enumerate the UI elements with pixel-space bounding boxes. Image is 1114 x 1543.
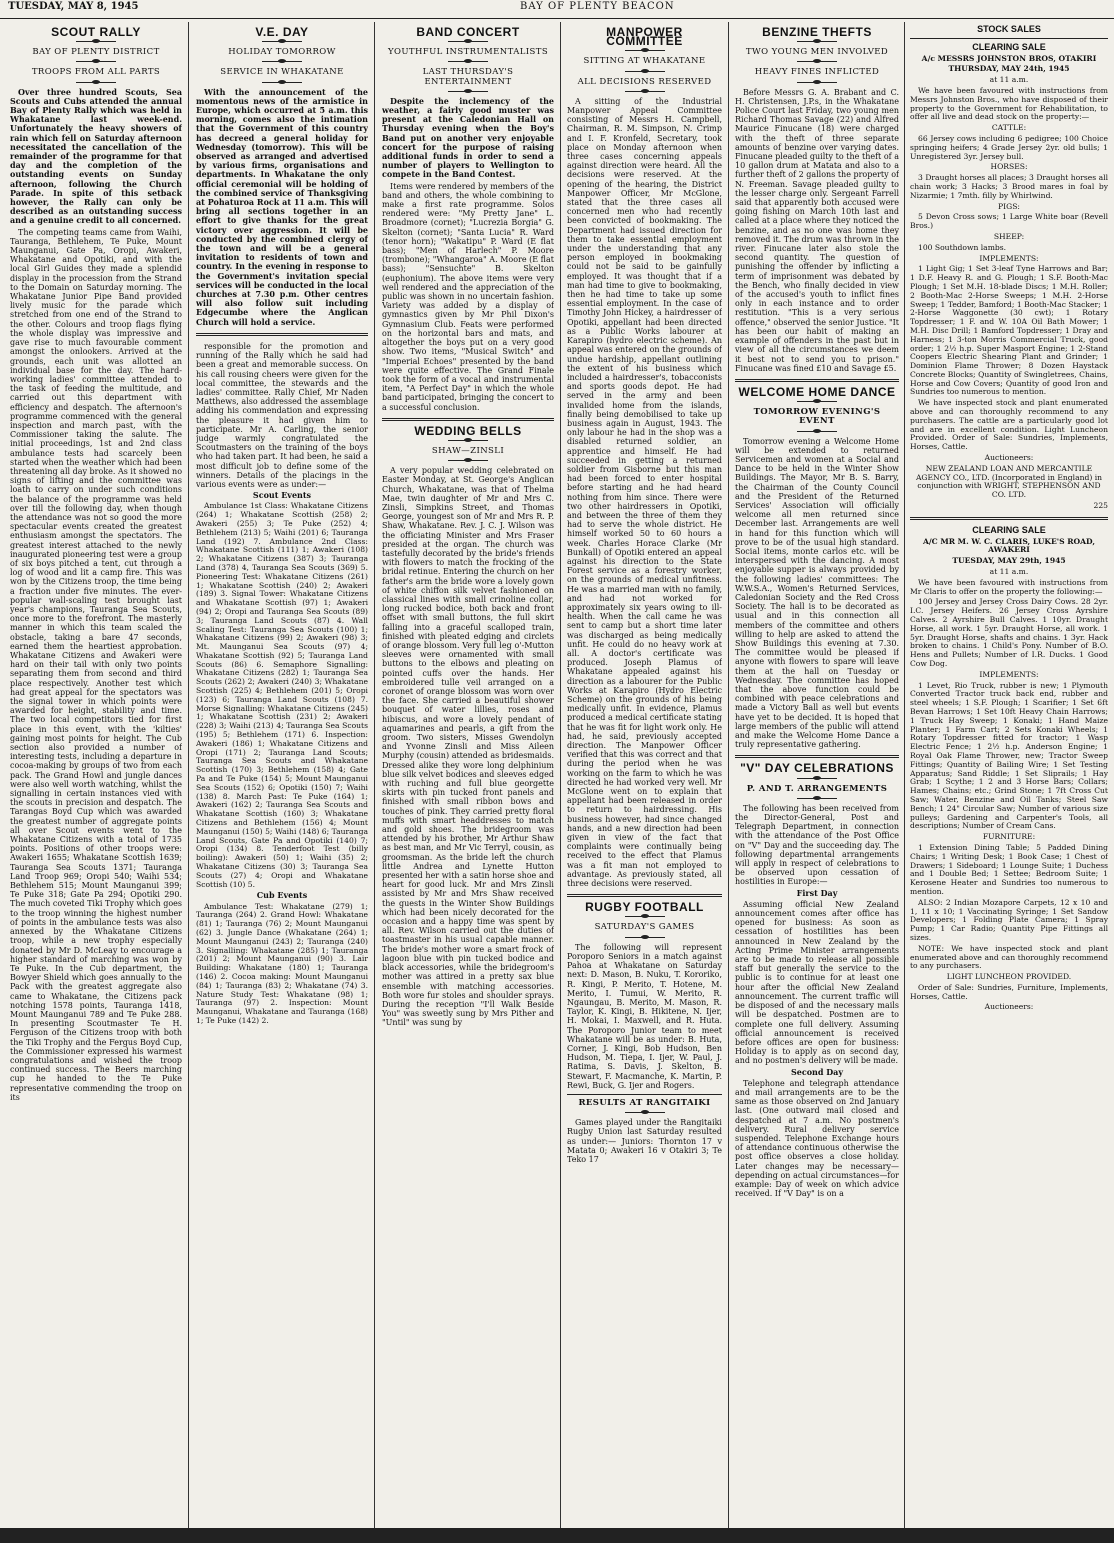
results-list: Ambulance 1st Class: Whakatane Citizens (264) 1; Whakatane Scottish (258) 2; Awakeri (255) 3; Te Puke (252) 4; Bethlehem (213) 5; Waihi (201) 6; Tauranga Land (192) 7. Ambulance 2nd Class: Whakatane Scottish (111) 1; Awakeri (108) 2; Whakatane Citizens (387) 3; Tauranga Land (378) 4, Tauranga Sea Scouts (369) 5. Pioneering Test: Whakatane Citizens (261) 1; Whakatane Scottish (240) 2; Awakeri (189) 3. Signal Tower: Whakatane Citizens and Whakatane Scottish (97) 1; Awakeri (94) 2; Oropi and Tauranga Sea Scouts (89) 3; Tauranga Land Scouts (87) 4. Wall Scaling Test: Tauranga Sea Scouts (100) 1; Whakatane Citizens (99) 2; Awakeri (98) 3; Mt. Maunganui Sea Scouts (97) 4; Whakatane Scottish (92) 5; Tauranga Land Scouts (86) 6. Semaphore Signalling: Whakatane Citizens (282) 1; Tauranga Sea Scouts (262) 2; Awakeri (240) 3; Whakatane Scottish (225) 4; Bethlehem (201) 5; Oropi (123) 6; Tauranga Land Scouts (108) 7. Morse Signalling: Whakatane Citizens (245) 1; Whakatane Scottish (231) 2; Awakeri (228) 3; Waihi (213) 4; Tauranga Sea Scouts (195) 5; Bethlehem (171) 6. Inspection: Awakeri (186) 1; Whakatane Citizens and Oropi (171) 2; Tauranga Land Scouts; Tauranga Sea Scouts and Whakatane Scottish (170) 3; Bethlehem (158) 4; Gate Pa and Te Puke (154) 5; Mount Maunganui Sea Scouts (152) 6; Opotiki (150) 7; Waihi (138) 8. March Past: Te Puke (164) 1; Awakeri (162) 2; Tauranga Sea Scouts and Whakatane Scottish (160) 3; Whakatane Citizens and Bethlehem (156) 4; Mount Maunganui (150) 5; Waihi (148) 6; Tauranga Land Scouts, Gate Pa and Opotiki (140) 7; Oropi (134) 8. Tenderfoot Test (billy boiling): Awakeri (50) 1; Waihi (35) 2; Whakatane Citizens (30) 3; Tauranga Sea Scouts (27) 4; Oropi and Whakatane Scottish (10) 5. xyxy=(196,501,368,889)
ornament xyxy=(625,1112,665,1115)
headline: WELCOME HOME DANCE xyxy=(738,384,896,399)
item-list: 66 Jersey cows including 6 pedigree; 100 Choice springing heifers; 4 Grade Jersey 2yr. old bulls; 1 Unregistered 3yr. Jersey bull. xyxy=(910,133,1108,161)
column-rule xyxy=(188,22,189,1537)
subheading: SITTING AT WHAKATANE xyxy=(583,56,706,67)
category-label: SHEEP: xyxy=(993,231,1025,241)
ornament xyxy=(797,431,837,434)
luncheon-note: LIGHT LUNCHEON PROVIDED. xyxy=(946,972,1072,982)
article-body: Tomorrow evening a Welcome Home will be extended to returned Servicemen and women at a Social and Dance to be held in the Winter Show Buildings. The Mayor, Mr B. S. Barry, the Chairman of the County Council and the President of the Returned Services' Association will officially welcome all men returned since December last. Arrangements are well in hand for this function which will prove to be of the usual high standard. Social items, monte carlos etc. will be interspersed with the dancing. A most enjoyable supper is always provided by the following ladies' committees: The W.W.S.A., Women's Returned Services, Caledonian Society and the Red Cross Society. The hall is to be decorated as usual and in this connection all members of the committee and others willing to help are asked to attend the Show Buildings this evening at 7.30. The committee would be pleased if anyone with flowers to spare will leave them at the hall on Tuesday or Wednesday. The committee has hoped that the above function could be combined with peace celebrations and made a Victory Ball as well but events have yet to be decided. It is hoped that large members of the public will attend and make the Welcome Home Dance a truly representative gathering. xyxy=(735,436,899,750)
section-label: First Day xyxy=(796,887,838,898)
divider xyxy=(735,379,899,382)
sale-date: THURSDAY, MAY 24th, 1945 xyxy=(948,64,1070,74)
ornament xyxy=(262,61,302,64)
divider xyxy=(567,894,722,897)
sale-order: Order of Sale: Sundries, Furniture, Implements, Horses, Cattle. xyxy=(910,982,1108,1001)
ornament xyxy=(448,440,488,443)
ornament xyxy=(76,41,116,44)
masthead xyxy=(0,0,1114,19)
item-list: 1 Light Gig; 1 Set 3-leaf Tyne Harrows and Bar; 1 D.F. Heavy R. and G. Plough; 1 S.F. Booth-Mac Plough; 1 Set M.H. 18-blade Discs; 1 M.H. Roller; 2 Booth-Mac 2-Horse Sweeps; 1 M.H. 2-Horse Sweep; 1 Tedder, Bamford; 1 Booth-Mac Stacker; 1 2-Horse Waggonette (30 cwt); 1 Rotary Topdresser; 1 F. and W. 10A Oil Bath Mower; 1 M.H. Disc Drill; 1 Bamford Topdresser; 1 Dray and Harness; 1 3-ton Morris Commercial Truck, good order; 1 2½ h.p. Super Masport Engine; 1 2-Stand Coopers Electric Shearing Plant and Grinder; 1 Dominion Flame Thrower; 8 Dozen Haystack Concrete Blocks; Quantity of Swingletrees, Chains, Horse and Cow Covers; Quantity of good Iron and Sundries too numerous to mention. xyxy=(910,264,1108,397)
article-body: The following will represent Poroporo Seniors in a match against Pahoa at Whakatane on Saturday next: D. Mason, B. Nuku, T. Kororiko, R. Kingi, P. Merito, T. Hotene, M. Merito, I. Tumui, W. Merito, R. Ngaungau, B. Merito, M. Mason, R. Taylor, K. Kingi, B. Hikitene, N. Ijer, H. Mokai, I. Maxwell, and R. Huta. The Poroporo Junior team to meet Whakatane will be as under: B. Huta, Corner, J. Kingi, Bob Hudson, Ben Hudson, M. Tiepa, I. Ijer, W. Paul, J. Ratima, S. Davis, J. Skelton, B. Stewart, F. Macmanche, K. Martin, P. Rewi, Buck, G. Ijer and Rogers. xyxy=(567,942,722,1090)
headline: MANPOWER COMMITTEE xyxy=(606,25,683,49)
headline: BAND CONCERT xyxy=(416,25,520,39)
headline: V.E. DAY xyxy=(255,25,309,39)
item-list: 1 Levet, Rio Truck, rubber is new; 1 Plymouth Converted Tractor truck back end, rubber and steel wheels; 1 S.F. Plough; 1 Scarifier; 1 Set 6ft Bevan Harrows; 1 Set 10ft Heavy Chain Harrows; 1 Truck Hay Sweep; 1 Konaki; 1 Hand Maize Planter; 1 Farm Cart; 2 Sets Konaki Wheels; 1 Rotary Topdresser fitted for tractor; 1 Wasp Electric Fence; 1 2½ h.p. Anderson Engine; 1 Royal Oak Flame Thrower, new; Tractor Sweep Fittings; Quantity of Bailing Wire; 1 Set Testing Apparatus; Sand Riddle; 1 Set Sliprails; 1 Hay Grab; 1 Scythe; 1 2 and 3 Horse Bars; Collars; Hames; Chains; etc.; Grind Stone; 1 7ft Cross Cut Saw; Water, Benzine and Oil Tanks; Steel Saw Bench; 1 24" Circular Saw; Number of various size pulleys; Gardening and Carpenter's Tools, all descriptions; Number of Cream Cans. xyxy=(910,680,1108,831)
sale-title: CLEARING SALE xyxy=(972,524,1046,535)
section-header: STOCK SALES xyxy=(977,24,1041,34)
subheading: BAY OF PLENTY DISTRICT xyxy=(32,47,160,58)
ornament xyxy=(448,460,488,463)
sale-account: A/c MESSRS JOHNSTON BROS, OTAKIRI xyxy=(921,53,1097,63)
ornament xyxy=(797,61,837,64)
auctioneer-name: NEW ZEALAND LOAN AND MERCANTILE AGENCY CO., LTD. (Incorporated in England) in conjunction with WRIGHT, STEPHENSON AND CO. LTD. xyxy=(915,463,1103,500)
ornament xyxy=(625,91,665,94)
subheading: HOLIDAY TOMORROW xyxy=(228,47,336,58)
subheading: TROOPS FROM ALL PARTS xyxy=(31,67,161,78)
item-list: 5 Devon Cross sows; 1 Large White boar (Revell Bros.) xyxy=(910,212,1108,231)
ornament xyxy=(625,916,665,919)
section-label: Second Day xyxy=(790,1066,844,1077)
sale-account: A/C MR M. W. C. CLARIS, LUKE'S ROAD, AWAKERI xyxy=(922,536,1096,555)
ornament xyxy=(797,778,837,781)
headline: BENZINE THEFTS xyxy=(762,25,872,39)
article-body: A very popular wedding celebrated on Easter Monday, at St. George's Anglican Church, Whakatane, was that of Thelma Mae, twin daughter of Mr and Mrs C. Zinsli, Simpkins Street, and Thomas George, youngest son of Mr and Mrs R. P. Shaw, Whakatane. Rev. J. C. J. Wilson was the officiating Minister and Mrs Fraser presided at the organ. The church was tastefully decorated by the bride's friends with flowers to match the frocking of the bridal retinue. Entering the church on her father's arm the bride wore a lovely gown of white chiffon silk velvet fashioned on classical lines with small crinoline collar, long rucked bodice, both back and front offset with small buttons, the full skirt falling into a graceful scalloped train, finished with pleated edging and circlets of orange blossom. Very full leg o'-Mutton sleeves were ornamented with small buttons to the elbows and pleating on pointed cuffs over the hands. Her embroidered tulle veil arranged on a coronet of orange blossom was worn over the face. She carried a beautiful shower bouquet of water lillies, roses and hibiscus, and wore a lovely pendant of aquamarines and pearls, a gift from the groom. Two sisters, Misses Gwendolyn and Yvonne Zinsli and Miss Aileen Murphy (cousin) attended as bridesmaids. Dressed alike they wore long delphinium blue silk velvet bodices and sleeves edged with ruching and full blue georgette skirts with pin tucked front panels and finished with small ribbon bows and touches of pink. They carried pretty floral muffs with smart headdresses to match and gold shoes. The bridegroom was attended by his brother, Mr Arthur Shaw as best man, and Mr Vic Terryl, cousin, as groomsman. As the bride left the church little Andrea and Lynette Hutton presented her with a satin horse shoe and heart for good luck. Mr and Mrs Zinsli assisted by Mr and Mrs Shaw received the guests in the Winter Show Buildings which had been nicely decorated for the occasion and a happy time was spent by all. Rev. Wilson carried out the duties of toastmaster in his usual capable manner. The bride's mother wore a smart frock of lagoon blue with pin tucked bodice and black accessories, while the bridegroom's mother was attired in a pretty sax blue ensemble with matching accessories. Both wore fur stoles and shoulder sprays. During the reception "I'll Walk Beside You" was sweetly sung by Mrs Pither and "Until" was sung by xyxy=(382,466,554,1028)
headline: WEDDING BELLS xyxy=(414,423,522,438)
column-benzine xyxy=(735,22,899,1537)
ornament xyxy=(448,91,488,94)
category-label: IMPLEMENTS: xyxy=(979,253,1039,263)
subheading: HEAVY FINES INFLICTED xyxy=(754,67,880,78)
column-stock-sales xyxy=(910,22,1108,1537)
auctioneer-label: Auctioneers: xyxy=(984,453,1034,463)
results-list: Ambulance Test: Whakatane (279) 1; Tauranga (264) 2. Grand Howl: Whakatane (81) 1; Tauranga (76) 2; Mount Maunganui (62) 3. Jungle Dance (Whakatane (264) 1; Mount Maunganui (243) 2; Tauranga (240) 3. Signalling: Whakatane (285) 1; Tauranga (201) 2; Mount Maunganui (90) 3. Lair Building: Whakatane (180) 1; Tauranga (146) 2. Cocoa making: Mount Maunganui (84) 1; Tauranga (83) 2; Whakatane (74) 3. Nature Study Test: Whakatane (98) 1; Tauranga (97) 2. Inspection: Mount Maunganui, Whakatane and Tauranga (168) 1; Te Puke (142) 2. xyxy=(196,901,368,1025)
column-rule xyxy=(904,22,905,1537)
divider xyxy=(735,755,899,758)
auctioneer-label: Auctioneers: xyxy=(984,1002,1034,1012)
section-label: Cub Events xyxy=(256,890,308,901)
ornament xyxy=(797,401,837,404)
subheading: ALL DECISIONS RESERVED xyxy=(577,76,712,87)
category-label: PIGS: xyxy=(998,201,1020,211)
article-body: Assuming official New Zealand announcement comes after office has opened for business: As soon as cessation of hostilities has been announced in New Zealand by the Acting Prime Minister arrangements are to be made to release all possible staff but generally the service to the public is to continue for at least one hour after the official New Zealand announcement. The current traffic will be disposed of and the necessary mails will be despatched. Postmen are to complete one full delivery. Assuming official announcement is received before offices are open for business: Holiday is to apply as on second day, and no postmen's delivery will be made. xyxy=(735,899,899,1066)
item-list: 100 Southdown lambs. xyxy=(918,242,1007,252)
issue-date: TUESDAY, MAY 8, 1945 xyxy=(8,1,139,12)
category-label: FURNITURE: xyxy=(982,832,1036,842)
subheading: SHAW—ZINSLI xyxy=(431,445,505,456)
divider xyxy=(910,517,1108,520)
ornament xyxy=(625,50,665,53)
category-label: IMPLEMENTS: xyxy=(979,669,1039,679)
divider xyxy=(910,38,1108,39)
subheading: YOUTHFUL INSTRUMENTALISTS xyxy=(387,47,549,58)
item-list: 3 Draught horses all places; 3 Draught horses all chain work; 3 Hacks; 3 Brood mares in foal by Nizarmie; 1 7mth. filly by Whirlwind. xyxy=(910,173,1108,200)
subheading: LAST THURSDAY'S ENTERTAINMENT xyxy=(422,67,514,87)
ornament xyxy=(797,82,837,85)
ornament xyxy=(262,41,302,44)
lead-paragraph: With the announcement of the momentous news of the armistice in Europe, which occurred at 5 a.m. this morning, comes also the intimation that the Government of this country has decreed a general holiday for Wednesday (tomorrow). This will be observed as arranged and advertised by various firms, organisations and departments. In Whakatane the only official ceremonial will be holding of the combined service of Thanksgiving at Pohaturoa Rock at 11 a.m. This will bring all sections together in an effort to give thanks for the great victory over aggression. It will be conducted by the combined clergy of the town and will be a general invitation to residents of town and country. In the evening in response to the Government's invitation special services will be conducted in the local churches at 7.30 p.m. Other centres will also follow suit including Edgecumbe where the Anglican Church will hold a service. xyxy=(196,86,368,327)
divider xyxy=(567,1094,722,1095)
column-rule xyxy=(374,22,375,1537)
article-body: Telephone and telegraph attendance and mail arrangements are to be the same as those observed on 2nd January last. (One outward mail closed and despatched at 7 a.m. No postmen's delivery. Rural delivery service suspended. Telephone Exchange hours of attendance continuous otherwise the post office observes a close holiday. Later changes may be necessary—depending on actual circumstances—for example: Day of week on which advice received. If "V Day" is on a xyxy=(735,1078,899,1199)
ornament xyxy=(76,82,116,85)
category-label: HORSES: xyxy=(990,162,1028,172)
item-list: 100 Jersey and Jersey Cross Dairy Cows. 28 2yr. I.C. Jersey Heifers. 26 Jersey Cross Ayrshire Calves. 2 Ayrshire Bull Calves. 1 10yr. Draught Horse, all work. 1 5yr. Draught Horse, all work. 1 5yr. Draught Horse, shafts and chains. 1 3yr. Hack broken to chains. 1 Child's Pony. Number of B.O. Hens and Pullets; Number of I.R. Ducks. 1 Good Cow Dog. xyxy=(910,597,1108,668)
divider xyxy=(196,333,368,336)
category-label: CATTLE: xyxy=(991,123,1027,133)
article-body: A sitting of the Industrial Manpower Appeal Committee consisting of Messrs H. Campbell, Chairman, R. M. Simpson, N. Crimp and I. F. Kronfeld, Secretary, took place on Monday afternoon when three cases concerning appeals against direction were heard. All the decisions were reserved. At the opening of the hearing, the District Manpower Officer, Mr McGlone, stated that the three cases all concerned men who had recently been convicted of bookmaking. The Department had issued direction for them to take essential employment under the understanding that any person employed in bookmaking could not be said to be gainfully employed. It was thought that if a man had time to give to bookmaking, then he had time to take up some essential employment. In the case of Timothy John Hickey, a hairdresser of Opotiki, appellant had been directed as a Public Works labourer at Karapiro (hydro electric scheme). An appeal was entered on the grounds of undue hardship, appellant outlining the extent of his business which included a hairdresser's, tobacconists and sports goods depot. He had served in the army and been invalided home from the islands, finally being demobilised to take up business again in August, 1943. The only labour he had in the shop was a disabled returned soldier, an apprentice and himself. He had succeeded in getting a returned soldier from Gisborne but this man had been forced to enter hospital before starting and he had heard nothing from him since. There were two other hairdressers in Opotiki, and between the three of them they had to serve the whole district. He himself worked 50 to 60 hours a week. Charles Horace Clarke (Mr Bunkall) of Opotiki entered an appeal against his direction to the State Forest service as a forestry worker, on the grounds of medical unfitness. He was a married man with no family, and had not worked for approximately six years owing to ill-health. When the call came he was sent to camp but a short time later was discharged as being medically unfit. He could do no heavy work at all. A doctor's certificate was produced. Joseph Plamus of Whakatane appealed against his direction as a labourer for the Public Works at Karapiro (Hydro Electric Scheme) on the grounds of his being medically unfit. In evidence, Plamus produced a medical certificate stating that he was fit for light work only. He had, he said, previously accepted direction. The Manpower Officer verified that this was correct and that during the period when he was working on the farm to which he was directed he had worked very well. Mr McGlone went on to explain that appellant had been released in order to return to hairdressing. His business however, had since changed hands, and a new direction had been given in view of the fact that complaints were continually being received to the effect that Plamus was a fit man not employed to advantage. As previously stated, all three decisions were reserved. xyxy=(567,96,722,889)
lead-paragraph: Over three hundred Scouts, Sea Scouts and Cubs attended the annual Bay of Plenty Rally which was held in Whakatane last week-end. Unfortunately the heavy showers of rain which fell on Saturday afternoon necessitated the cancellation of the remainder of the programme for that day and the completion of the outstanding events on Sunday afternoon, following the Church Parade. In spite of this setback however, the Rally can only be described as an outstanding success and a genuine credit to all concerned. xyxy=(10,86,182,226)
headline: "V" DAY CELEBRATIONS xyxy=(740,761,894,776)
subheading: TOMORROW EVENING'S EVENT xyxy=(753,407,881,427)
divider xyxy=(382,418,554,421)
article-body: responsible for the promotion and running of the Rally which he said had been a great and memorable success. On his call rousing cheers were given for the local committee, the stewards and the ladies' committee. Rally Chief, Mr Naden Matthews, also addressed the assemblage adding his commendation and expressing the pleasure it had given him to participate. Mr A. Carling, the senior judge warmly congratulated the Scoutmasters on the training of the boys who had taken part. It had been, he said a most difficult job to define some of the winners. Details of the placings in the various events were as under:— xyxy=(196,341,368,489)
sale-title: CLEARING SALE xyxy=(972,41,1046,52)
ornament xyxy=(797,41,837,44)
scan-edge xyxy=(0,1528,1114,1543)
subheading: SERVICE IN WHAKATANE xyxy=(220,67,344,78)
ornament xyxy=(448,41,488,44)
sale-note: NOTE: We have inspected stock and plant enumerated above and can thoroughly recommend to any purchasers. xyxy=(910,943,1108,971)
article-body: Before Messrs G. A. Brabant and C. H. Christensen, J.P.s, in the Whakatane Police Court last Friday, two young men Richard Thomas Savage (22) and Alfred Maurice Finucane (18) were charged with the theft of three separate amounts of benzine over varying dates. Finucane pleaded guilty to the theft of a 10 gallon drum at Matata and also to a further theft of 2 gallons the property of N. Freeman. Savage pleaded guilty to the lesser charge only. Sergeant Farrell said that apparently both accused were going fishing on March 10th last and called at a place where they noticed the benzine, and as no one was home they removed it. The drum was thrown in the river. Finucane later also stole the second quantity. The question of punishing the offender by inflicting a term of imprisonment was debated by the Bench, who finally decided in view of the accused's youth to inflict fines only in each instance and to order restitution. "This is a very serious offence," observed the senior Justice. "It has been our habit of making an example of offenders in the past but in view of all the circumstances we deem it best not to send you to prison." Finucane was fined £10 and Savage £5. xyxy=(735,87,899,373)
ornament xyxy=(797,798,837,801)
ornament xyxy=(76,61,116,64)
column-rule xyxy=(560,22,561,1537)
headline: SCOUT RALLY xyxy=(51,25,141,39)
item-list: 1 Extension Dining Table; 5 Padded Dining Chairs; 1 Writing Desk; 1 Book Case; 1 Chest of Drawers; 1 Sideboard; 1 Lounge Suite; 1 Duchess and 1 Double Bed; 1 Settee; Bedroom Suite; 1 Kerosene Heater and Sundries too numerous to mention. xyxy=(910,842,1108,896)
article-body: Items were rendered by members of the band and others, the whole combining to make a first rate programme. Solos rendered were: "My Pretty Jane" L. Broadmore (cornet); "Lucrezia Borgia" G. Skelton (cornet); "Santa Lucia" R. Ward (tenor horn); "Wakatipu" P. Ward (E flat bass); "Men of Harlech" P. Moore (trombone); "Whangaroa" A. Moore (E flat bass); "Sensuchte" B. Skelton (euphonium). The above items were very well rendered and the appreciation of the public was shown in no uncertain fashion. Variety was added by a display of gymnastics given by Mr Phil Dixon's Gymnasium Club. Feats were performed on the horizontal bars and mats, and altogether the boys put on a very good show. Two items, "Musical Switch" and "Imperial Echoes" presented by the band were quite effective. The Grand Finale took the form of a vocal and instrumental item, "A Perfect Day" in which the whole band participated, bringing the concert to a successful conclusion. xyxy=(382,181,554,412)
column-band-concert xyxy=(382,22,554,1537)
sale-intro: We have been favoured with instructions from Messrs Johnston Bros., who have disposed of their property to the Government for Rehabilitation, to offer all live and dead stock on the property:— xyxy=(910,85,1108,122)
ornament xyxy=(262,82,302,85)
sale-date: TUESDAY, MAY 29th, 1945 xyxy=(952,556,1066,566)
article-body: Games played under the Rangitaiki Rugby Union last Saturday resulted as under:— Juniors: Thornton 17 v Matata 0; Awakeri 16 v Otakiri 3; Te Teko 17 xyxy=(567,1118,722,1164)
subheading: P. AND T. ARRANGEMENTS xyxy=(746,783,888,794)
item-list: ALSO: 2 Indian Mozapore Carpets, 12 x 10 and 1, 11 x 10; 1 Vaccinating Syringe; 1 Set Sandow Developers; 1 Folding Plate Camera; 1 Spray Pump; 1 Car Radio; Quantity Pipe Fittings all sizes. xyxy=(910,897,1108,942)
column-scout-rally xyxy=(10,22,182,1537)
sale-close: We have inspected stock and plant enumerated above and can thoroughly recommend to any purchasers. The cattle are a particularly good lot and are in excellent condition. Light Luncheon Provided. Order of Sale: Sundries, Implements, Horses, Cattle. xyxy=(910,398,1108,452)
ornament xyxy=(625,71,665,74)
column-manpower xyxy=(567,22,722,1537)
ad-reference: 225 xyxy=(1093,501,1108,511)
sale-time: at 11 a.m. xyxy=(989,567,1029,577)
subheading: RESULTS AT RANGITAIKI xyxy=(578,1097,711,1108)
subheading: SATURDAY'S GAMES xyxy=(594,922,695,933)
column-rule xyxy=(728,22,729,1537)
sale-time: at 11 a.m. xyxy=(989,75,1029,85)
sale-intro: We have been favoured with instructions from Mr Claris to offer on the property the following:— xyxy=(910,577,1108,596)
lead-paragraph: Despite the inclemency of the weather, a fairly good muster was present at the Caledonian Hall on Thursday evening when the Boy's Band put on another very enjoyable concert for the purpose of raising additional funds in order to send a number of players to Wellington to compete in the Band Contest. xyxy=(382,95,554,180)
article-body: The competing teams came from Waihi, Tauranga, Bethlehem, Te Puke, Mount Maunganui, Gate Pa, Oropi, Awakeri, Whakatane and Opotiki, and with the local Girl Guides they made a splendid display in the procession from the Strand to the Domain on Saturday morning. The Whakatane Junior Pipe Band provided lively music for the parade which stretched from one end of the Strand to the other. Colours and troop flags flying the whole display was impressive and gave rise to much favourable comment amongst the onlookers. Arrived at the grounds, each unit was allotted an individual base for the day. The hard-working ladies' committee attended to the task of feeding the multitude, and carried out this department with efficiency and despatch. The afternoon's programme commenced with the general inspection and march past, with the Commissioner taking the salute. The initial proceedings, 1st and 2nd class ambulance tests had scarcely been started when the weather which had been threatening all day broke. As it showed no signs of lifting and the committee was loath to carry on under such conditions the balance of the programme was held over till the following day, when though the attendance was not so good the more spectacular events created the greatest enthusiasm amongst the spectators. The greatest interest attached to the newly inaugurated pioneering test were a group of six boys pitched a tent, cut through a log of wood and lit a camp fire. This was won by the Citizens troop, the time being a fraction under five minutes. The ever-popular wall-scaling test brought last year's champions, Tauranga Sea Scouts, once more to the forefront. The masterly manner in which this team scaled the obstacle, taking a bare 47 seconds, earned them the heartiest approbation. Whakatane Citizens and Awakeri were hard on their tail with only two points separating them from second and third place respectively. Another test which had great appeal for the spectators was the signal tower in which points were awarded for height, stability and time. The two local competitors tied for first place in this event, with the 'kilties' gaining most points for height. The Cub section also provided a number of interesting tests, including a departure in cocoa-making by groups of two from each pack. The Grand Howl and jungle dances were also well worth watching, whilst the signalling in certain instances vied with the scouts in precision and despatch. The Tarangas Boyd Cup which was awarded the greatest number of aggregate points all over Scout events went to the Whakatane Citizens with a total of 1735 points. Positions of other troops were: Awakeri 1655; Whakatane Scottish 1639; Tauranga Sea Scouts 1371; Tauranga Land Troop 969; Oropi 540; Waihi 534; Bethlehem 515; Mount Maunganui 399; Te Puke 318; Gate Pa 294; Opotiki 290. The much coveted Tiki Trophy which goes to the troop winning the highest number of points in the ambulance tests was also annexed by the Whakatane Citizens troop, while a new trophy especially donated by Mr D. McLeay to encourage a higher standard of marching was won by Te Puke. In the Cub department, the Bowyer Shield which goes annually to the Pack with the greatest aggregate also came to Whakatane, the Citizens pack notching 1578 points, Tauranga 1418, Mount Maunganui 789 and Te Puke 288. In presenting Scoutmaster Te H. Ferguson of the Citizens troop with both the Tiki Trophy and the Fergus Boyd Cup, the Commissioner expressed his warmest congratulations and wished the troop continued success. The Beers marching cup he handed to the Te Puke representative commending the troop on its xyxy=(10,227,182,1102)
headline: RUGBY FOOTBALL xyxy=(585,900,704,915)
paper-name: BAY OF PLENTY BEACON xyxy=(520,1,675,12)
article-body: The following has been received from the Director-General, Post and Telegraph Department, in connection with the attendance of the Post Office on "V" Day and the succeeding day. The following departmental arrangements will apply in respect of celebrations to be observed upon cessation of hostilities in Europe:— xyxy=(735,803,899,887)
section-label: Scout Events xyxy=(252,490,312,501)
ornament xyxy=(448,61,488,64)
ornament xyxy=(625,937,665,940)
subheading: TWO YOUNG MEN INVOLVED xyxy=(745,47,889,58)
column-ve-day xyxy=(196,22,368,1537)
